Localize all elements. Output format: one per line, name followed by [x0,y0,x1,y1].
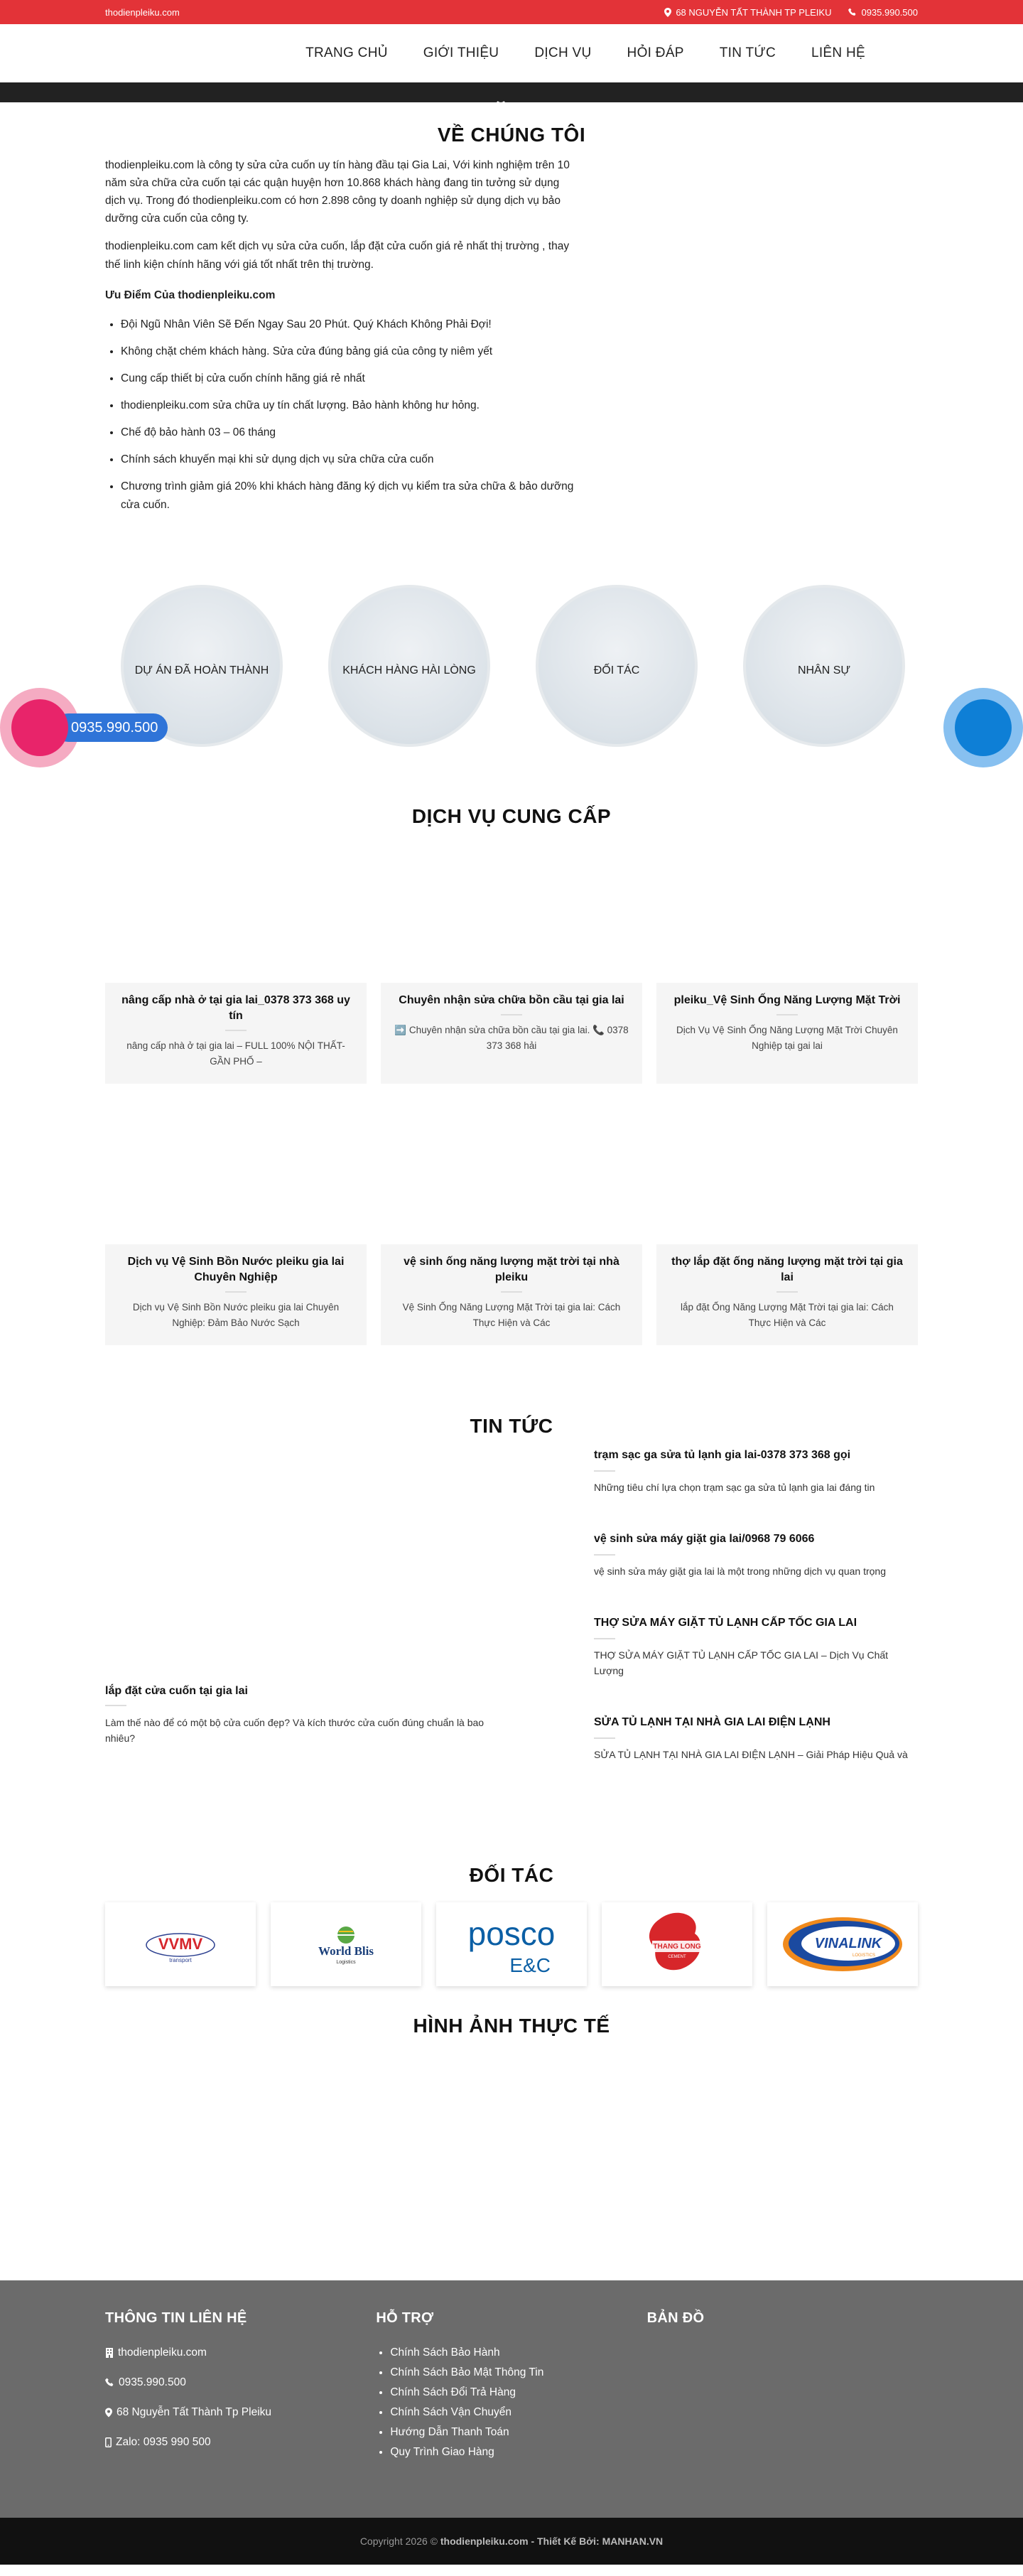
service-excerpt: Vệ Sinh Ống Năng Lượng Mặt Trời tại gia lai: Cách Thực Hiện và Các [402,1302,621,1329]
divider [594,1638,615,1639]
footer-support-link[interactable]: • Chính Sách Bảo Hành [390,2346,646,2359]
service-excerpt: lắp đặt Ống Năng Lượng Mặt Trời tại gia lai: Cách Thực Hiện và Các [681,1302,894,1329]
footer-zalo-text: Zalo: 0935 990 500 [116,2435,211,2448]
footer-contact [105,2310,376,2466]
footer-support-links [376,2346,646,2459]
vvmv-logo-icon [134,1919,227,1969]
service-card[interactable] [381,1244,642,1345]
nav-item-contact[interactable]: LIÊN HỆ [811,45,865,60]
footer-support-link[interactable]: • Chính Sách Vận Chuyển [390,2406,646,2419]
advantage-item: • Chính sách khuyến mại khi sử dụng dịch vụ sửa chữa cửa cuốn [121,451,574,468]
phone-icon [848,8,857,16]
footer-address[interactable] [105,2406,376,2419]
service-excerpt: nâng cấp nhà ở tại gia lai – FULL 100% NỘI THẤT- GẦN PHỐ – [126,1040,345,1067]
divider [225,1030,247,1031]
about-title: VỀ CHÚNG TÔI [437,124,586,146]
service-card[interactable] [656,1244,918,1345]
divider [105,1705,126,1706]
news-item[interactable] [594,1448,918,1496]
floating-messenger-button[interactable] [943,688,1023,767]
footer-support-link[interactable]: • Chính Sách Đổi Trả Hàng [390,2386,646,2399]
worldblis-logo-icon [300,1919,392,1969]
mobile-icon [105,2437,112,2447]
service-title[interactable]: thợ lắp đặt ống năng lượng mặt trời tại gia lai [671,1255,903,1284]
news-item-title[interactable]: vệ sinh sửa máy giặt gia lai/0968 79 6066 [594,1532,815,1545]
service-title[interactable]: pleiku_Vệ Sinh Ống Năng Lượng Mặt Trời [673,993,901,1006]
news-title: TIN TỨC [470,1414,553,1437]
footer-support [376,2310,646,2466]
top-bar-phone-text: 0935.990.500 [861,6,918,18]
news-item-excerpt: vệ sinh sửa máy giặt gia lai là một trong những dịch vụ quan trọng [594,1565,886,1578]
partner-logo-name: World Blis [318,1944,374,1958]
footer-site-text: thodienpleiku.com [118,2346,207,2359]
stat-partners [536,585,698,747]
advantage-item: • Chế độ bảo hành 03 – 06 tháng [121,424,574,441]
advantage-item: • Cung cấp thiết bị cửa cuốn chính hãng giá rẻ nhất [121,370,574,387]
footer-zalo[interactable] [105,2436,376,2449]
footer [0,2280,1023,2518]
top-bar-address-text: 68 NGUYỄN TẤT THÀNH TP PLEIKU [676,6,832,18]
partner-logos [105,1902,918,1986]
news-item-excerpt: THỢ SỬA MÁY GIẶT TỦ LẠNH CẤP TỐC GIA LAI – Dịch Vụ Chất Lượng [594,1649,889,1676]
service-title[interactable]: vệ sinh ống năng lượng mặt trời tại nhà pleiku [404,1255,619,1284]
service-excerpt: ➡️ Chuyên nhận sửa chữa bồn cầu tại gia lai. 📞 0378 373 368 hải [394,1025,629,1051]
service-title[interactable]: Dịch vụ Vệ Sinh Bồn Nước pleiku gia lai Chuyên Nghiệp [127,1255,345,1284]
partners-section [0,1864,1023,1986]
divider [594,1737,615,1739]
partner-logo-worldblis[interactable] [271,1902,421,1986]
building-icon [105,2348,114,2358]
copyright-bar [0,2518,1023,2565]
news-item-excerpt: SỬA TỦ LẠNH TẠI NHÀ GIA LAI ĐIỆN LẠNH – Giải Pháp Hiệu Quả và [594,1748,908,1760]
phone-icon [105,2378,114,2387]
footer-map [647,2310,918,2466]
news-item-excerpt: Những tiêu chí lựa chọn trạm sạc ga sửa tủ lạnh gia lai đáng tin [594,1482,875,1494]
copyright-prefix: Copyright 2026 © [359,2535,438,2547]
advantages-title: Ưu Điểm Của thodienpleiku.com [105,289,276,301]
service-card[interactable] [105,1244,367,1345]
about-section [0,102,1023,514]
advantage-item: • Chương trình giảm giá 20% khi khách hàng đăng ký dịch vụ kiểm tra sửa chữa & bảo dưỡng cửa cuốn. [121,478,574,513]
copyright-site-link[interactable]: thodienpleiku.com [440,2535,529,2547]
nav-item-faq[interactable]: HỎI ĐÁP [627,45,684,60]
partner-logo-vinalink[interactable] [767,1902,918,1986]
footer-support-link[interactable]: • Hướng Dẫn Thanh Toán [390,2426,646,2439]
footer-support-title: HỖ TRỢ [376,2310,434,2326]
partner-logo-vvmv[interactable] [105,1902,256,1986]
map-pin-icon [105,2408,112,2418]
partners-title: ĐỐI TÁC [469,1863,554,1886]
featured-news-excerpt: Làm thế nào để có một bộ cửa cuốn đẹp? Và kích thước cửa cuốn đúng chuẩn là bao nhiêu? [105,1716,485,1745]
floating-call-phone[interactable]: 0935.990.500 [54,713,168,742]
stat-label: KHÁCH HÀNG HÀI LÒNG [342,664,476,677]
phone-call-icon[interactable] [11,699,68,756]
partner-logo-sub: transport [169,1956,192,1963]
about-content [105,156,574,514]
service-title[interactable]: nâng cấp nhà ở tại gia lai_0378 373 368 uy tín [121,993,350,1023]
divider [501,1291,522,1293]
top-bar-address[interactable] [664,7,831,18]
divider [594,1470,615,1472]
top-bar-site[interactable]: thodienpleiku.com [105,6,180,18]
featured-news-title[interactable]: lắp đặt cửa cuốn tại gia lai [105,1684,248,1697]
service-card[interactable] [105,983,367,1084]
loading-spinner-icon [494,92,507,104]
divider [594,1554,615,1556]
copyright-designer: - Thiết Kế Bởi: MANHAN.VN [531,2535,664,2547]
divider [501,1014,522,1015]
news-item[interactable] [594,1615,918,1679]
nav-item-news[interactable]: TIN TỨC [719,45,776,60]
nav-item-home[interactable]: TRANG CHỦ [305,45,388,60]
nav-item-about[interactable]: GIỚI THIỆU [423,45,499,60]
partner-logo-name: VVMV [158,1934,203,1953]
advantages-list [105,316,574,514]
footer-phone-text: 0935.990.500 [119,2376,186,2388]
top-bar-phone[interactable] [848,7,918,18]
service-excerpt: Dịch Vụ Vệ Sinh Ống Năng Lượng Mặt Trời Chuyên Nghiệp tại gai lai [676,1025,898,1051]
partner-logo-sub: LOGISTICS [852,1953,876,1958]
divider [225,1291,247,1293]
stat-label: ĐỐI TÁC [593,664,640,677]
partner-logo-thanglong[interactable] [602,1902,752,1986]
partner-logo-name: posco [467,1914,556,1952]
header [0,24,1023,82]
advantage-item: • Không chặt chém khách hàng. Sửa cửa đúng bảng giá của công ty niêm yết [121,343,574,360]
service-excerpt: Dịch vụ Vệ Sinh Bồn Nước pleiku gia lai Chuyên Nghiệp: Đảm Bảo Nước Sạch [132,1302,340,1329]
nav-item-services[interactable]: DỊCH VỤ [534,45,592,60]
advantage-item: • Đội Ngũ Nhân Viên Sẽ Đến Ngay Sau 20 Phút. Quý Khách Không Phải Đợi! [121,316,574,333]
footer-address-text: 68 Nguyễn Tất Thành Tp Pleiku [117,2405,272,2418]
partner-logo-name: VINALINK [814,1935,882,1951]
news-list [594,1448,918,1799]
footer-contact-title: THÔNG TIN LIÊN HỆ [105,2310,247,2326]
partner-logo-sub: Logistics [336,1959,356,1965]
service-card[interactable] [656,983,918,1084]
footer-support-link[interactable]: • Chính Sách Bảo Mật Thông Tin [390,2366,646,2379]
footer-phone[interactable] [105,2376,376,2389]
partner-logo-name: THANG LONG [653,1942,701,1951]
top-bar [0,0,1023,24]
hero-banner-strip [0,82,1023,102]
partner-logo-sub: E&C [509,1953,551,1976]
partner-logo-sub: CEMENT [668,1954,686,1959]
stat-customers [328,585,490,747]
service-card[interactable] [381,983,642,1084]
divider [776,1291,798,1293]
featured-news[interactable] [105,1685,503,1747]
about-paragraph-2: thodienpleiku.com cam kết dịch vụ sửa cửa cuốn, lắp đặt cửa cuốn giá rẻ nhất thị trường , thay thế linh kiện chính hãng với giá tốt nhất trên thị trường. [105,240,570,271]
map-pin-icon [664,8,671,17]
footer-support-link[interactable]: • Quy Trình Giao Hàng [390,2446,646,2459]
posco-logo-icon [444,1912,579,1976]
divider [776,1014,798,1015]
gallery-title: HÌNH ẢNH THỰC TẾ [413,2014,610,2037]
services-title: DỊCH VỤ CUNG CẤP [411,804,612,827]
main-nav [305,45,865,61]
services-section [0,805,1023,1345]
messenger-icon[interactable] [955,699,1012,756]
stat-label: DỰ ÁN ĐÃ HOÀN THÀNH [134,664,269,677]
stat-staff [743,585,905,747]
advantage-item: • thodienpleiku.com sửa chữa uy tín chất lượng. Bảo hành không hư hỏng. [121,397,574,414]
footer-map-title: BẢN ĐỒ [646,2310,705,2326]
news-section [0,1415,1023,1789]
footer-site[interactable] [105,2346,376,2359]
stat-label: NHÂN SỰ [797,664,851,677]
service-title[interactable]: Chuyên nhận sửa chữa bồn cầu tại gia lai [399,993,624,1006]
gallery-section [0,2015,1023,2280]
partner-logo-posco[interactable] [436,1902,587,1986]
vinalink-logo-icon [779,1912,906,1976]
floating-call-button[interactable] [0,688,185,767]
news-item-title[interactable]: THỢ SỬA MÁY GIẶT TỦ LẠNH CẤP TỐC GIA LAI [594,1616,857,1629]
news-item-title[interactable]: SỬA TỦ LẠNH TẠI NHÀ GIA LAI ĐIỆN LẠNH [594,1715,830,1728]
news-item-title[interactable]: trạm sạc ga sửa tủ lạnh gia lai-0378 373 368 gọi [594,1448,851,1461]
thanglong-logo-icon [638,1905,716,1983]
news-item[interactable] [594,1531,918,1580]
news-item[interactable] [594,1715,918,1763]
about-paragraph-1: thodienpleiku.com là công ty sửa cửa cuốn uy tín hàng đầu tại Gia Lai, Với kinh nghiệm trên 10 năm sửa chữa cửa cuốn tại các quận huyện hơn 10.868 khách hàng đang tin tưởng sử dụng dịch vụ. Trong đó thodienpleiku.com có hơn 2.898 công ty doanh nghiệp sử dụng dịch vụ bảo dưỡng cửa cuốn của công ty. [105,159,570,225]
